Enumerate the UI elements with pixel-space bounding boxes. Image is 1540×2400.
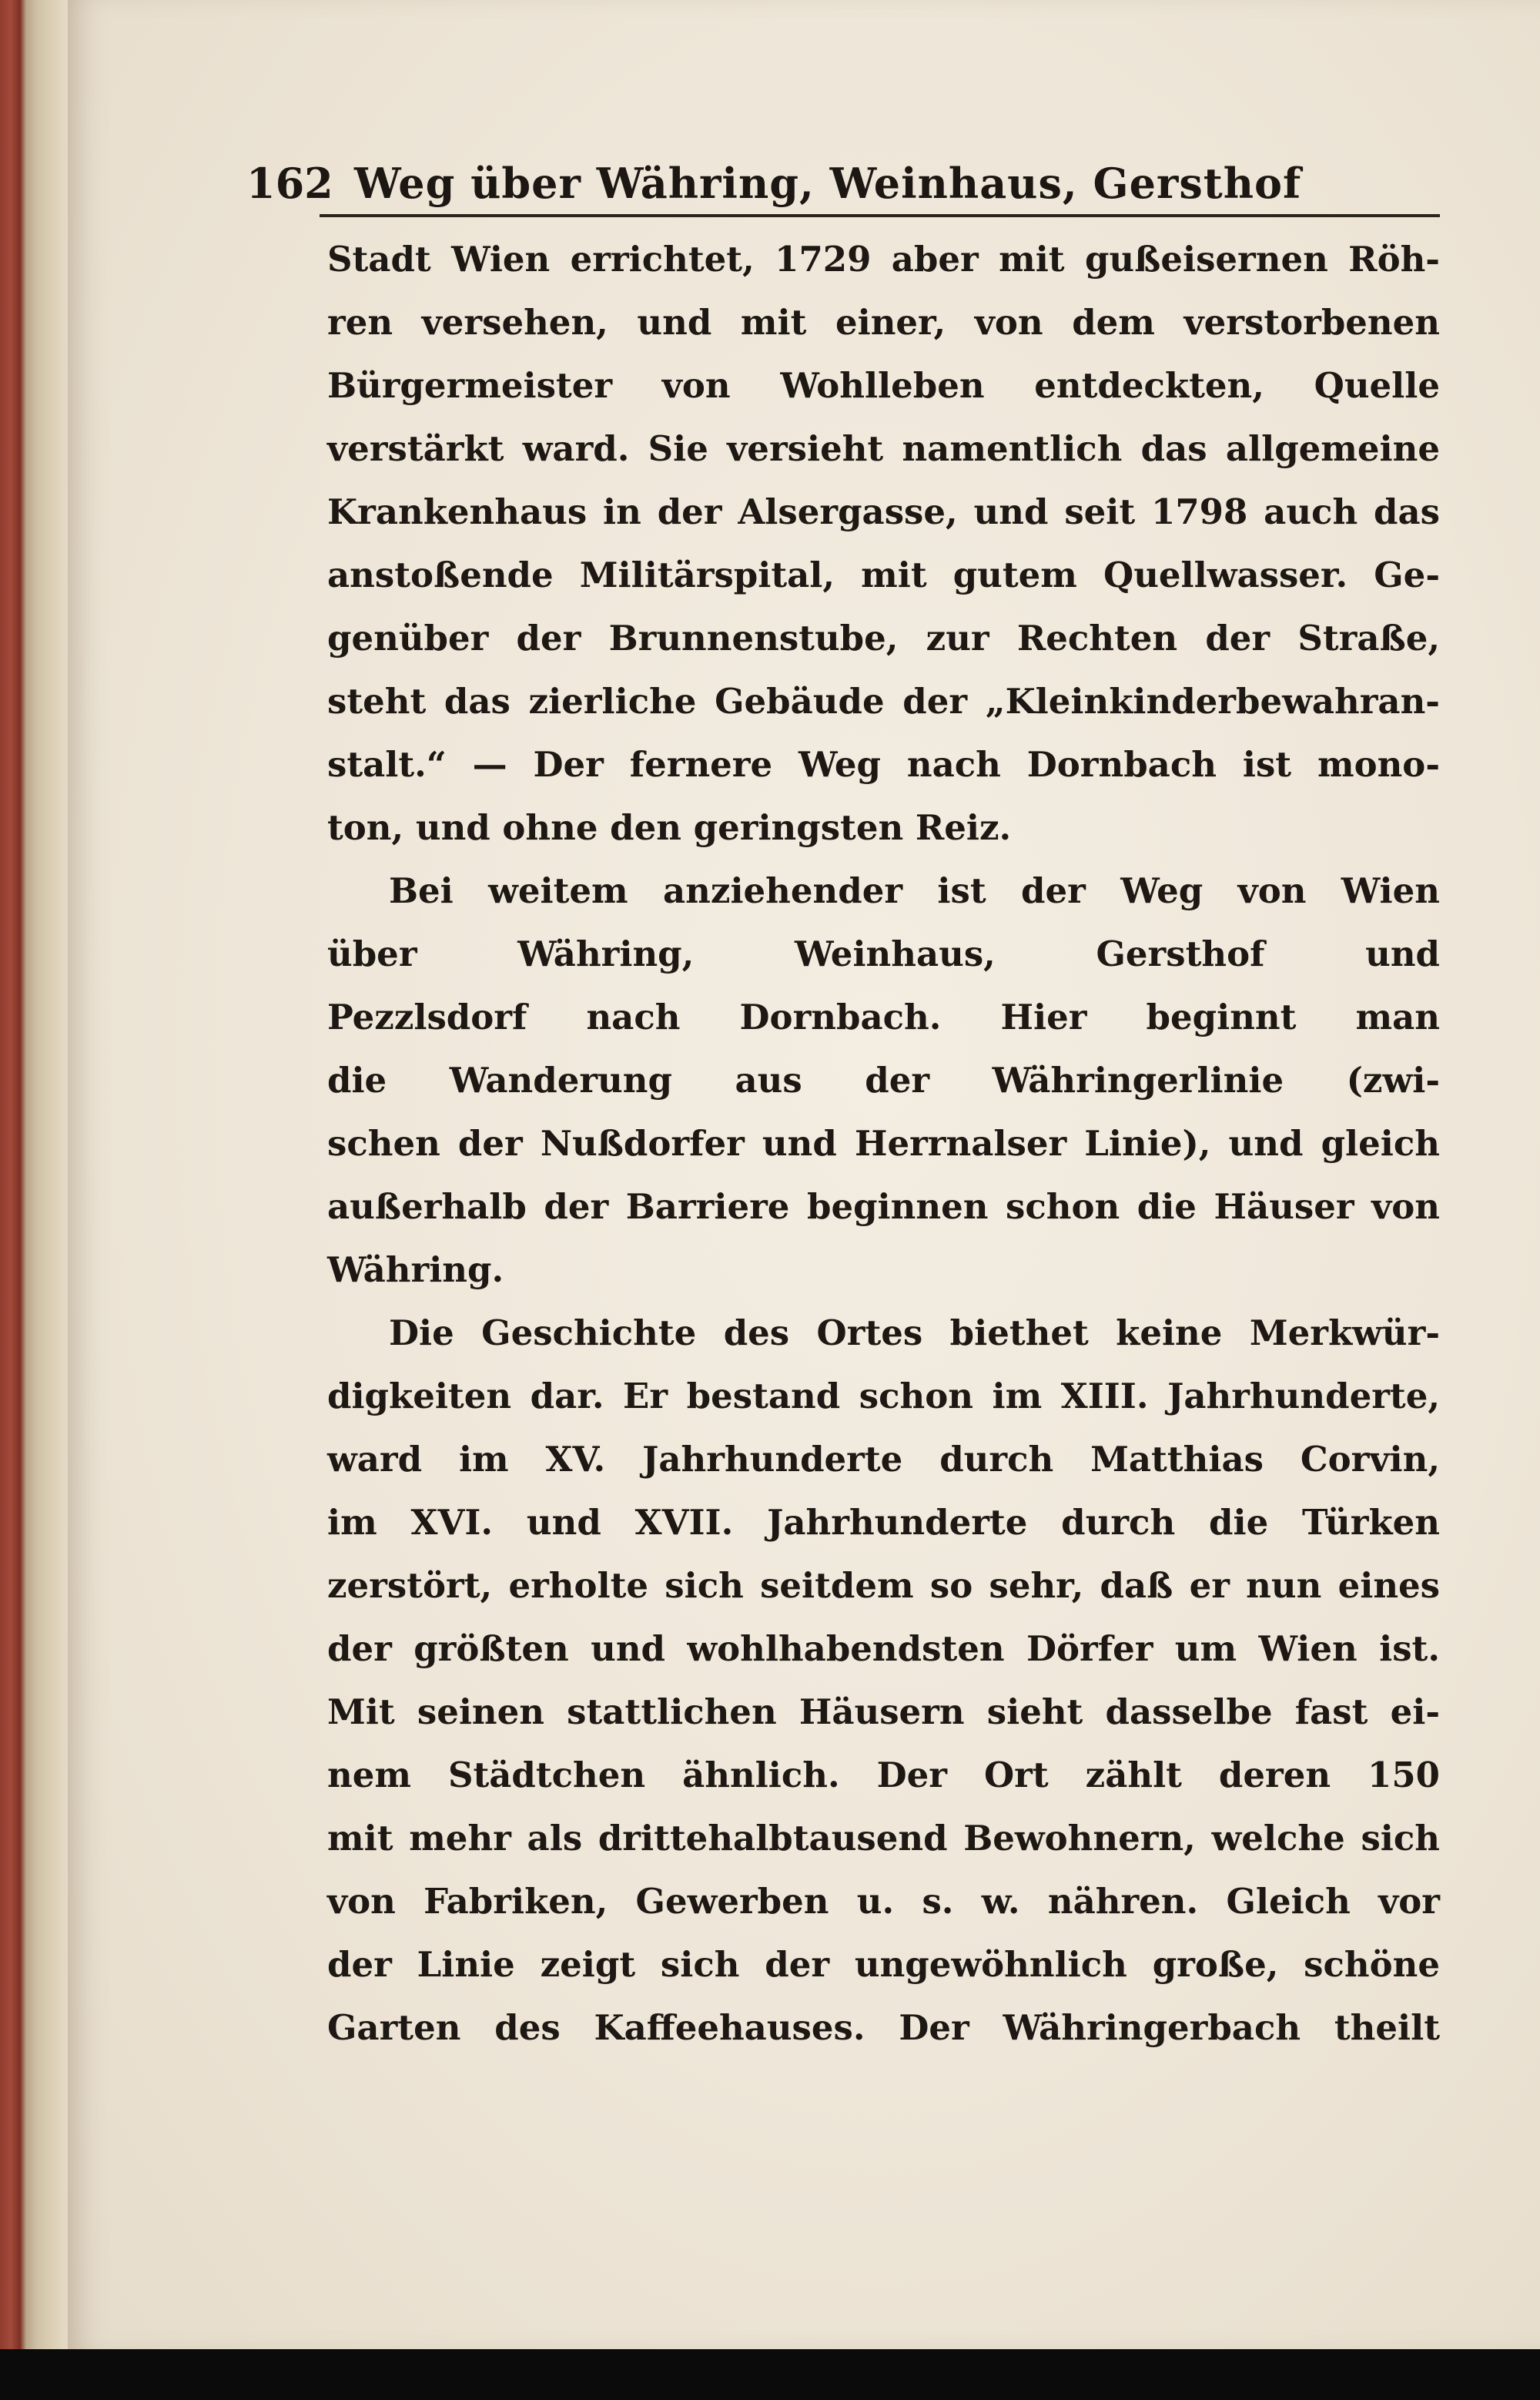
text-line: stalt.“ — Der fernere Weg nach Dornbach ist mono- — [327, 744, 1440, 785]
text-line: Bei weitem anziehender ist der Weg von Wien — [389, 870, 1440, 911]
text-line: Krankenhaus in der Alsergasse, und seit 1798 auch das — [327, 491, 1440, 532]
text-line: mit mehr als drittehalbtausend Bewohnern, welche sich — [327, 1818, 1440, 1859]
text-line: die Wanderung aus der Währingerlinie (zwi- — [327, 1060, 1440, 1101]
text-line: Bürgermeister von Wohlleben entdeckten, Quelle — [327, 365, 1440, 406]
text-line: genüber der Brunnenstube, zur Rechten der Straße, — [327, 618, 1440, 659]
page-number: 162 — [246, 159, 333, 208]
background-dark — [0, 2349, 1540, 2400]
text-line: digkeiten dar. Er bestand schon im XIII. Jahrhunderte, — [327, 1376, 1440, 1416]
text-line: verstärkt ward. Sie versieht namentlich das allgemeine — [327, 428, 1440, 469]
text-line: ton, und ohne den geringsten Reiz. — [327, 807, 1012, 848]
text-line: von Fabriken, Gewerben u. s. w. nähren. Gleich vor — [327, 1881, 1440, 1922]
text-line: Die Geschichte des Ortes biethet keine Merkwür- — [389, 1312, 1440, 1353]
text-line: Pezzlsdorf nach Dornbach. Hier beginnt man — [327, 997, 1440, 1037]
text-line: im XVI. und XVII. Jahrhunderte durch die Türken — [327, 1502, 1440, 1543]
text-line: Mit seinen stattlichen Häusern sieht dasselbe fast ei- — [327, 1691, 1440, 1732]
text-line: ren versehen, und mit einer, von dem verstorbenen — [327, 302, 1440, 343]
text-line: über Währing, Weinhaus, Gersthof und — [327, 934, 1440, 974]
text-line: ward im XV. Jahrhunderte durch Matthias Corvin, — [327, 1439, 1440, 1480]
book-page-edges — [0, 0, 77, 2400]
page-header — [246, 151, 1432, 213]
text-line: Währing. — [327, 1249, 504, 1290]
text-line: Stadt Wien errichtet, 1729 aber mit gußeisernen Röh- — [327, 239, 1440, 280]
text-line: außerhalb der Barriere beginnen schon die Häuser von — [327, 1186, 1440, 1227]
header-rule — [320, 214, 1440, 217]
text-line: Garten des Kaffeehauses. Der Währingerbach theilt — [327, 2007, 1440, 2048]
text-line: der Linie zeigt sich der ungewöhnlich große, schöne — [327, 1944, 1440, 1985]
text-line: anstoßende Militärspital, mit gutem Quellwasser. Ge- — [327, 555, 1440, 595]
text-line: steht das zierliche Gebäude der „Kleinkinderbewahran- — [327, 681, 1440, 722]
text-line: nem Städtchen ähnlich. Der Ort zählt deren 150 — [327, 1755, 1440, 1795]
text-line: zerstört, erholte sich seitdem so sehr, daß er nun eines — [327, 1565, 1440, 1606]
body-text — [327, 228, 1440, 2060]
text-line: schen der Nußdorfer und Herrnalser Linie), und gleich — [327, 1123, 1440, 1164]
text-line: der größten und wohlhabendsten Dörfer um Wien ist. — [327, 1628, 1440, 1669]
running-title: Weg über Währing, Weinhaus, Gersthof — [354, 159, 1302, 208]
